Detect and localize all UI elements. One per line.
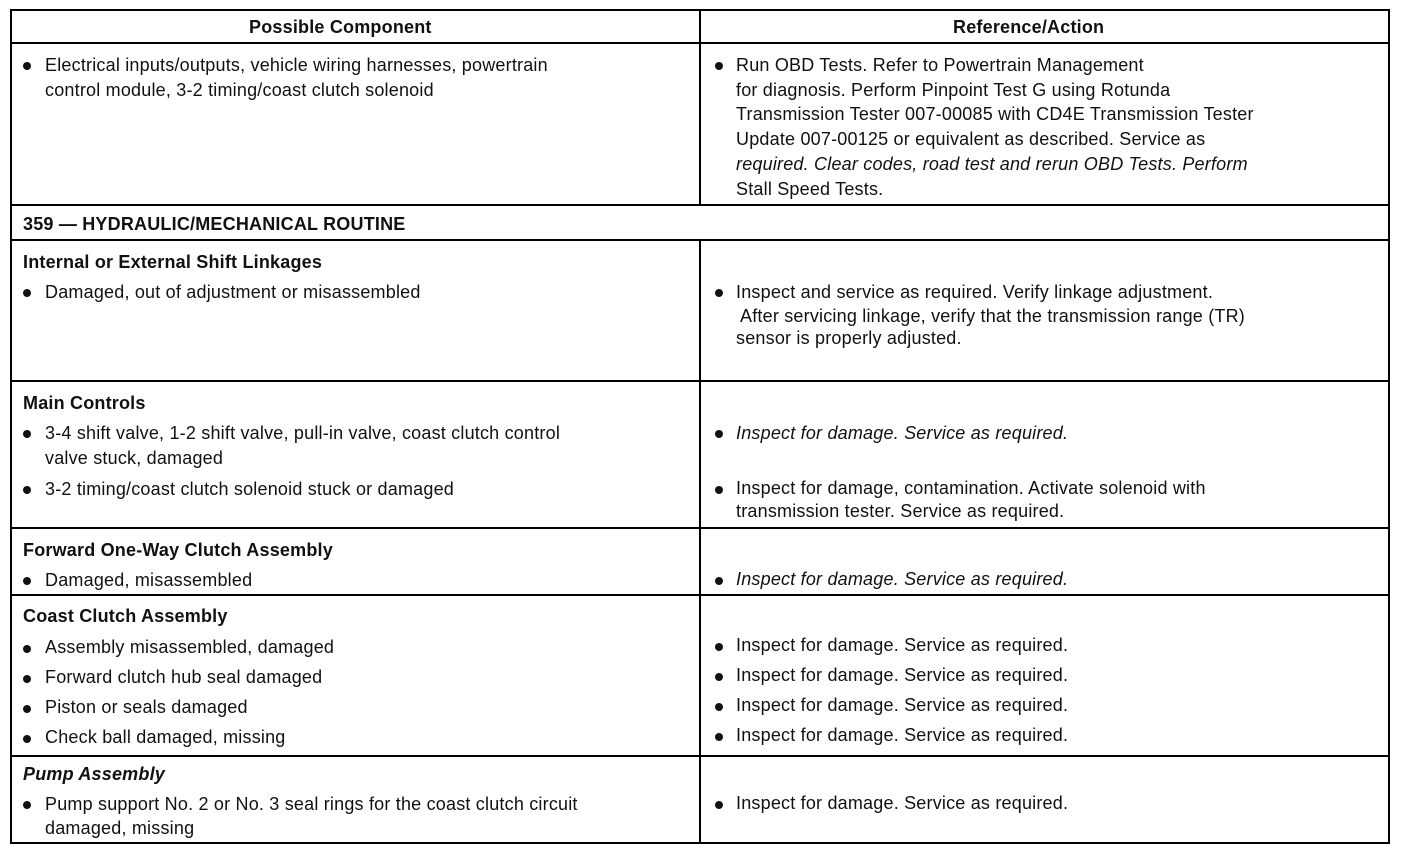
row1-action-line5: required. Clear codes, road test and rerun OBD Tests. Perform	[736, 154, 1248, 174]
main-controls-item1-line2: valve stuck, damaged	[45, 448, 224, 468]
main-controls-item1-line1: 3-4 shift valve, 1-2 shift valve, pull-in valve, coast clutch control	[45, 423, 561, 443]
bullet-icon	[23, 675, 31, 683]
bullet-icon	[715, 643, 723, 651]
bullet-icon	[715, 801, 723, 809]
row1-action-line3: Transmission Tester 007-00085 with CD4E Transmission Tester	[736, 104, 1254, 124]
row1-action-line4: Update 007-00125 or equivalent as described. Service as	[736, 129, 1206, 149]
bullet-icon	[23, 62, 31, 70]
row-divider-3	[10, 380, 1390, 382]
coast-clutch-action: Inspect for damage. Service as required.	[736, 725, 1069, 745]
pump-item-line1: Pump support No. 2 or No. 3 seal rings for the coast clutch circuit	[45, 794, 578, 814]
bullet-icon	[23, 430, 31, 438]
bullet-icon	[715, 289, 723, 297]
bullet-icon	[23, 705, 31, 713]
bullet-icon	[715, 673, 723, 681]
row1-action-line6: Stall Speed Tests.	[736, 179, 884, 199]
coast-clutch-item: Piston or seals damaged	[45, 697, 248, 717]
bullet-icon	[23, 801, 31, 809]
pump-item-line2: damaged, missing	[45, 818, 195, 838]
section-title: 359 — HYDRAULIC/MECHANICAL ROUTINE	[23, 214, 406, 234]
coast-clutch-title: Coast Clutch Assembly	[23, 606, 228, 626]
bullet-icon	[715, 486, 723, 494]
bullet-icon	[715, 430, 723, 438]
bullet-icon	[23, 577, 31, 585]
coast-clutch-action: Inspect for damage. Service as required.	[736, 635, 1069, 655]
main-controls-action1: Inspect for damage. Service as required.	[736, 423, 1069, 443]
bullet-icon	[715, 703, 723, 711]
pump-title: Pump Assembly	[23, 764, 165, 784]
coast-clutch-item: Forward clutch hub seal damaged	[45, 667, 323, 687]
main-controls-title: Main Controls	[23, 393, 146, 413]
bullet-icon	[715, 733, 723, 741]
row1-action-line2: for diagnosis. Perform Pinpoint Test G using Rotunda	[736, 80, 1171, 100]
linkages-item: Damaged, out of adjustment or misassembled	[45, 282, 421, 302]
row1-component-line2: control module, 3-2 timing/coast clutch solenoid	[45, 80, 434, 100]
coast-clutch-action: Inspect for damage. Service as required.	[736, 695, 1069, 715]
linkages-action-line1: Inspect and service as required. Verify linkage adjustment.	[736, 282, 1214, 302]
header-divider	[10, 42, 1390, 44]
bullet-icon	[715, 577, 723, 585]
row1-component-line1: Electrical inputs/outputs, vehicle wiring harnesses, powertrain	[45, 55, 548, 75]
table-border-right	[1388, 9, 1390, 844]
main-controls-item2: 3-2 timing/coast clutch solenoid stuck or damaged	[45, 479, 455, 499]
linkages-title: Internal or External Shift Linkages	[23, 252, 323, 272]
main-controls-action2-line2: transmission tester. Service as required.	[736, 501, 1065, 521]
coast-clutch-action: Inspect for damage. Service as required.	[736, 665, 1069, 685]
forward-clutch-item: Damaged, misassembled	[45, 570, 253, 590]
header-reference-action: Reference/Action	[953, 17, 1105, 37]
bullet-icon	[715, 62, 723, 70]
column-divider-lower	[699, 240, 701, 844]
column-divider-upper	[699, 9, 701, 205]
bullet-icon	[23, 735, 31, 743]
table-border-left	[10, 9, 12, 844]
forward-clutch-title: Forward One-Way Clutch Assembly	[23, 540, 333, 560]
coast-clutch-item: Check ball damaged, missing	[45, 727, 286, 747]
linkages-action-line3: sensor is properly adjusted.	[736, 328, 962, 348]
header-possible-component: Possible Component	[249, 17, 432, 37]
row-divider-1	[10, 204, 1390, 206]
forward-clutch-action: Inspect for damage. Service as required.	[736, 569, 1069, 589]
row-divider-6	[10, 755, 1390, 757]
row-divider-5	[10, 594, 1390, 596]
bullet-icon	[23, 645, 31, 653]
bullet-icon	[23, 289, 31, 297]
coast-clutch-item: Assembly misassembled, damaged	[45, 637, 335, 657]
row-divider-4	[10, 527, 1390, 529]
bullet-icon	[23, 486, 31, 494]
row-divider-2	[10, 239, 1390, 241]
pump-action: Inspect for damage. Service as required.	[736, 793, 1069, 813]
main-controls-action2-line1: Inspect for damage, contamination. Activate solenoid with	[736, 478, 1206, 498]
row1-action-line1: Run OBD Tests. Refer to Powertrain Management	[736, 55, 1144, 75]
linkages-action-line2: After servicing linkage, verify that the transmission range (TR)	[740, 306, 1245, 326]
